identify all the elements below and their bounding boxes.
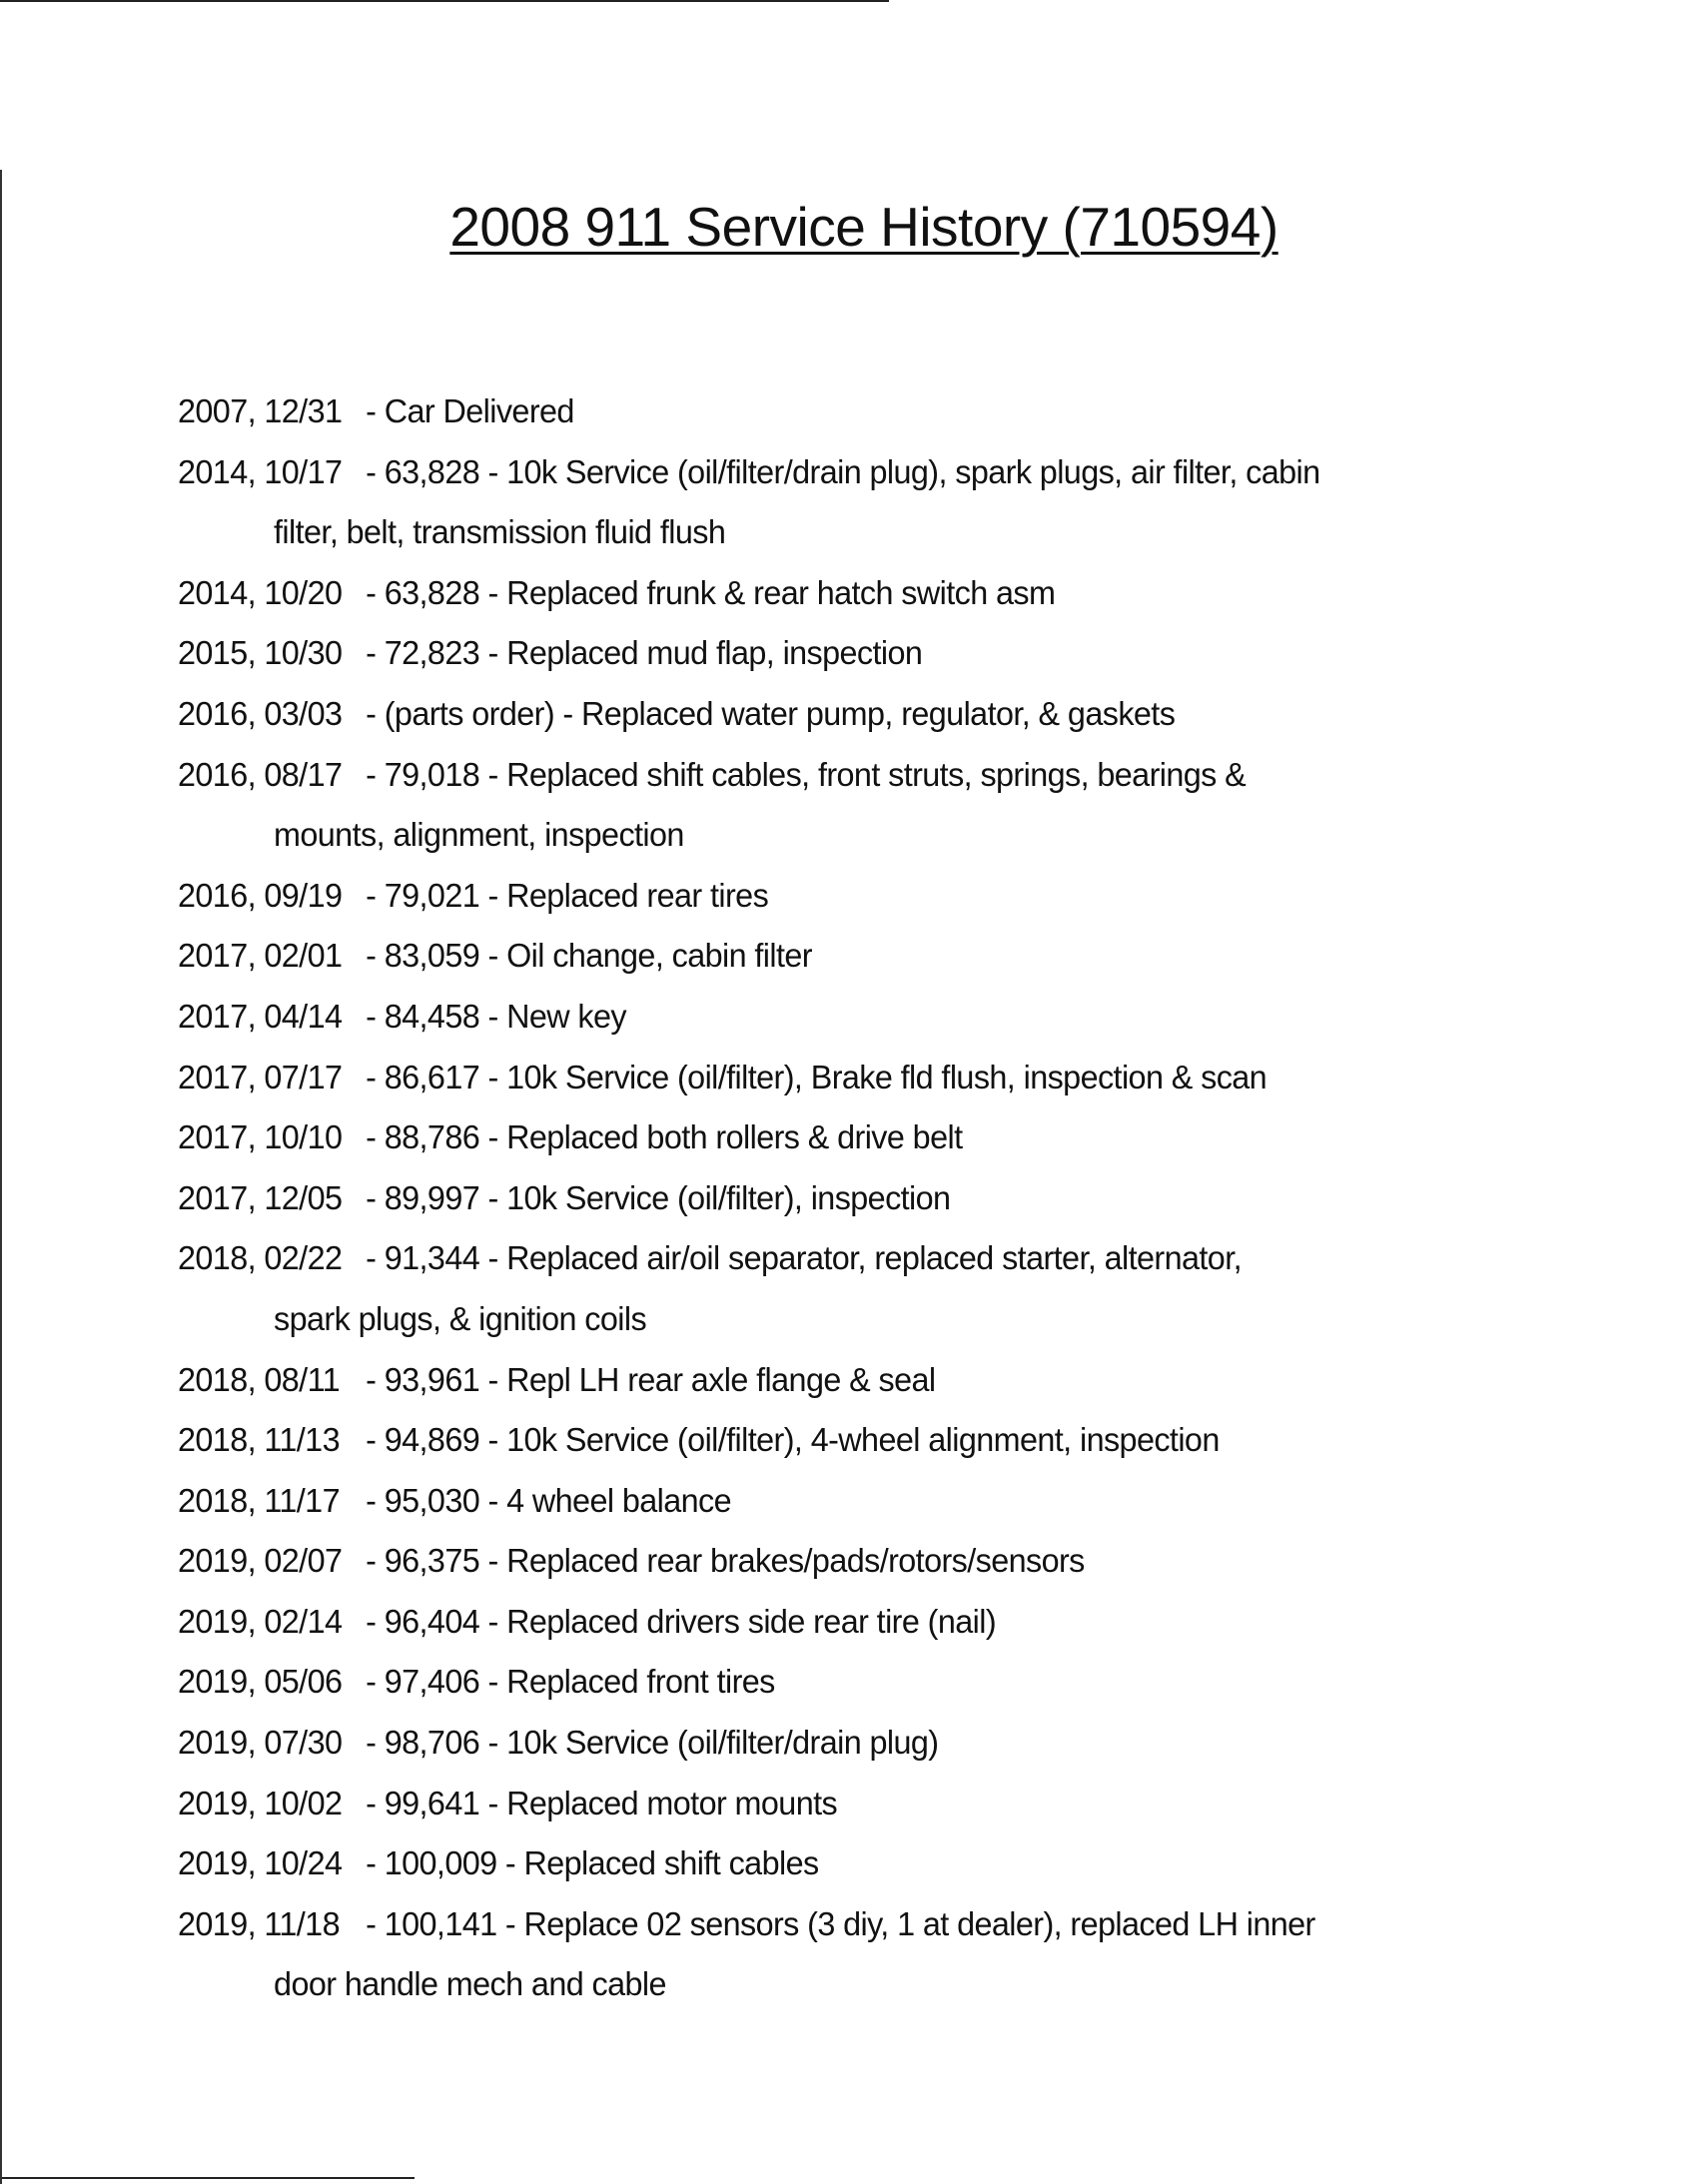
entry-date: 2019, 02/14	[178, 1602, 343, 1640]
entry-description: - Car Delivered	[366, 392, 574, 429]
entry-description-continued: spark plugs, & ignition coils	[274, 1299, 647, 1337]
page-title: 2008 911 Service History (710594)	[449, 196, 1278, 258]
entry-date: 2015, 10/30	[178, 634, 343, 672]
service-entry	[178, 1228, 1548, 1289]
service-entry	[178, 1652, 1548, 1713]
service-entry	[178, 381, 1548, 442]
entry-description: - 86,617 - 10k Service (oil/filter), Brake fld flush, inspection & scan	[366, 1058, 1268, 1095]
entry-date: 2019, 07/30	[178, 1724, 343, 1762]
entry-date: 2017, 02/01	[178, 937, 343, 975]
service-entry	[178, 684, 1548, 745]
entry-description: - 79,018 - Replaced shift cables, front struts, springs, bearings &	[366, 755, 1247, 793]
scan-edge-top	[0, 0, 889, 2]
service-entry	[178, 1774, 1548, 1834]
entry-description-continued: filter, belt, transmission fluid flush	[274, 513, 726, 551]
entry-date: 2018, 08/11	[178, 1360, 340, 1398]
entry-description: - 89,997 - 10k Service (oil/filter), inspection	[366, 1178, 951, 1216]
entry-date: 2016, 03/03	[178, 694, 343, 732]
entry-description: - 96,375 - Replaced rear brakes/pads/rotors/sensors	[366, 1542, 1085, 1580]
entry-description: - 72,823 - Replaced mud flap, inspection	[366, 634, 923, 672]
service-entry	[178, 866, 1548, 927]
entry-description: - 88,786 - Replaced both rollers & drive belt	[366, 1118, 963, 1156]
service-entry	[178, 563, 1548, 624]
service-entry	[178, 1350, 1548, 1411]
entry-description: - 84,458 - New key	[366, 997, 626, 1035]
entry-description: - 79,021 - Replaced rear tires	[366, 876, 769, 914]
service-log	[178, 381, 1548, 2015]
entry-description: - 95,030 - 4 wheel balance	[366, 1481, 732, 1519]
entry-date: 2019, 11/18	[178, 1904, 340, 1942]
entry-date: 2014, 10/20	[178, 573, 343, 611]
entry-description: - 96,404 - Replaced drivers side rear tire (nail)	[366, 1602, 997, 1640]
entry-description: - 63,828 - Replaced frunk & rear hatch switch asm	[366, 573, 1056, 611]
entry-description: - 100,009 - Replaced shift cables	[366, 1844, 819, 1882]
service-entry	[178, 987, 1548, 1048]
entry-date: 2017, 07/17	[178, 1058, 343, 1095]
entry-date: 2019, 02/07	[178, 1542, 343, 1580]
service-entry	[178, 1107, 1548, 1168]
entry-date: 2018, 11/17	[178, 1481, 340, 1519]
service-entry	[178, 623, 1548, 684]
service-entry	[178, 1833, 1548, 1894]
entry-description-continued: mounts, alignment, inspection	[274, 816, 684, 854]
entry-date: 2017, 04/14	[178, 997, 343, 1035]
entry-description: - 93,961 - Repl LH rear axle flange & seal	[366, 1360, 936, 1398]
service-entry	[178, 1410, 1548, 1471]
entry-description: - 63,828 - 10k Service (oil/filter/drain plug), spark plugs, air filter, cabin	[366, 452, 1320, 490]
entry-description: - 91,344 - Replaced air/oil separator, replaced starter, alternator,	[366, 1239, 1242, 1277]
entry-date: 2019, 05/06	[178, 1663, 343, 1701]
entry-date: 2019, 10/24	[178, 1844, 343, 1882]
entry-description: - 98,706 - 10k Service (oil/filter/drain plug)	[366, 1724, 939, 1762]
entry-date: 2017, 12/05	[178, 1178, 343, 1216]
entry-description: - 94,869 - 10k Service (oil/filter), 4-wheel alignment, inspection	[366, 1421, 1220, 1459]
service-entry	[178, 442, 1548, 503]
entry-description-continued: door handle mech and cable	[274, 1965, 666, 2003]
service-entry	[178, 1592, 1548, 1653]
entry-date: 2018, 11/13	[178, 1421, 340, 1459]
entry-date: 2007, 12/31	[178, 392, 343, 429]
service-entry	[178, 1471, 1548, 1532]
service-entry	[178, 926, 1548, 987]
service-entry	[178, 745, 1548, 806]
entry-date: 2018, 02/22	[178, 1239, 343, 1277]
entry-description: - 97,406 - Replaced front tires	[366, 1663, 775, 1701]
service-entry	[178, 1713, 1548, 1774]
service-entry	[178, 1894, 1548, 1955]
entry-description: - 83,059 - Oil change, cabin filter	[366, 937, 812, 975]
service-entry	[178, 1531, 1548, 1592]
scan-edge-bottom	[0, 2177, 415, 2179]
service-entry	[178, 1048, 1548, 1108]
entry-description: - 100,141 - Replace 02 sensors (3 diy, 1 at dealer), replaced LH inner	[366, 1904, 1315, 1942]
entry-date: 2016, 08/17	[178, 755, 343, 793]
scan-edge-left	[0, 170, 2, 2184]
entry-date: 2016, 09/19	[178, 876, 343, 914]
entry-date: 2014, 10/17	[178, 452, 343, 490]
entry-description: - (parts order) - Replaced water pump, regulator, & gaskets	[366, 694, 1176, 732]
service-entry	[178, 1168, 1548, 1229]
entry-date: 2017, 10/10	[178, 1118, 343, 1156]
entry-date: 2019, 10/02	[178, 1784, 343, 1821]
entry-description: - 99,641 - Replaced motor mounts	[366, 1784, 838, 1821]
